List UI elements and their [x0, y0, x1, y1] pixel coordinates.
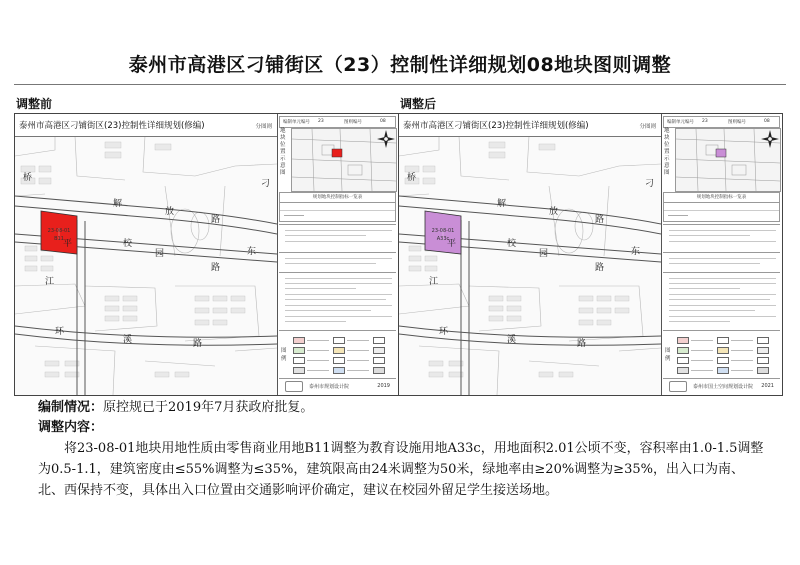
- road-label: 东: [631, 247, 641, 257]
- unit-no: 23: [702, 119, 708, 124]
- description-block: [38, 398, 778, 501]
- indicator-table-caption: 规划地块控制指标一览表: [696, 195, 747, 200]
- org-name: 泰州市国土空间规划设计院: [693, 384, 754, 390]
- info-header: [663, 116, 780, 128]
- sheet-label: 图则编号: [728, 120, 746, 125]
- road-label: 溪: [507, 335, 517, 345]
- unit-no: 23: [318, 119, 324, 124]
- panel-footer: [663, 378, 780, 393]
- north-arrow-icon: [377, 130, 395, 148]
- road-label: 路: [193, 339, 203, 349]
- road-label: 东: [247, 247, 257, 257]
- road-label: 路: [211, 215, 221, 225]
- status-line: [38, 398, 778, 418]
- plot-code: A33c: [436, 236, 450, 242]
- map-title: 泰州市高港区刁铺街区(23)控制性详细规划(修编): [403, 121, 589, 131]
- road-label: 环: [55, 327, 65, 337]
- road-label: 路: [211, 263, 221, 273]
- indicator-table: [279, 192, 396, 222]
- map-title: 泰州市高港区刁铺街区(23)控制性详细规划(修编): [19, 121, 205, 131]
- content-label: 调整内容：: [38, 420, 104, 435]
- road-label: 路: [595, 215, 605, 225]
- year: 2019: [377, 383, 390, 389]
- unit-label: 编制单元编号: [667, 120, 694, 125]
- unit-label: 编制单元编号: [283, 120, 310, 125]
- title-rule: [14, 84, 786, 85]
- sheet-no: 08: [764, 119, 770, 124]
- note-section-1: [663, 224, 780, 251]
- road-label: 解: [113, 199, 123, 209]
- map-header: [15, 114, 277, 137]
- panel-before: [14, 113, 399, 396]
- sheet-no: 08: [380, 119, 386, 124]
- org-logo-icon: [285, 381, 303, 392]
- info-panel: [661, 114, 782, 395]
- legend-title: 图例: [665, 348, 671, 362]
- road-label: 园: [155, 249, 165, 259]
- before-label: 调整前: [16, 97, 53, 111]
- road-label: 刁: [645, 179, 655, 189]
- map-drawing: [15, 136, 277, 395]
- road-label: 江: [429, 277, 439, 287]
- road-label: 桥: [23, 173, 33, 183]
- road-label: 路: [577, 339, 587, 349]
- sheet-label: 图则编号: [344, 120, 362, 125]
- note-section-2: [279, 252, 396, 271]
- road-label: 环: [439, 327, 449, 337]
- location-label: 地块位置示意图: [664, 128, 670, 176]
- panel-footer: [279, 378, 396, 393]
- year: 2021: [761, 383, 774, 389]
- road-label: 放: [549, 207, 559, 217]
- note-section-3: [663, 272, 780, 329]
- panel-after: [398, 113, 783, 396]
- zoning-map: [15, 114, 278, 395]
- legend: [279, 330, 396, 381]
- note-section-1: [279, 224, 396, 251]
- road-label: 校: [507, 239, 517, 249]
- legend-title: 图例: [281, 348, 287, 362]
- road-label: 路: [595, 263, 605, 273]
- org-logo-icon: [669, 381, 687, 392]
- north-arrow-icon: [761, 130, 779, 148]
- legend: [663, 330, 780, 381]
- road-label: 桥: [407, 173, 417, 183]
- indicator-table-caption: 规划地块控制指标一览表: [312, 195, 363, 200]
- after-label: 调整后: [400, 97, 437, 111]
- map-header: [399, 114, 661, 137]
- zoning-map: [399, 114, 662, 395]
- note-section-3: [279, 272, 396, 329]
- plot-code: B11: [54, 236, 64, 242]
- road-label: 放: [165, 207, 175, 217]
- road-label: 解: [497, 199, 507, 209]
- org-name: 泰州市规划设计院: [309, 384, 350, 390]
- road-label: 平: [63, 239, 73, 249]
- status-text: 原控规已于2019年7月获政府批复。: [103, 400, 314, 415]
- info-header: [279, 116, 396, 128]
- road-label: 校: [123, 239, 133, 249]
- road-label: 溪: [123, 335, 133, 345]
- status-label: 编制情况：: [38, 400, 104, 415]
- page-title: 泰州市高港区刁铺街区（23）控制性详细规划08地块图则调整: [128, 54, 672, 76]
- map-subtitle: 分图则: [639, 124, 656, 130]
- location-label: 地块位置示意图: [280, 128, 286, 176]
- road-label: 刁: [261, 179, 271, 189]
- content-text: 将23-08-01地块用地性质由零售商业用地B11调整为教育设施用地A33c，用地面积2.01公顷不变，容积率由1.0-1.5调整为0.5-1.1，建筑密度由≤55%调整为≤35%，建筑限高由24米调整为50米，绿地率由≥20%调整为≥35%，出入口为南、北、西保持不变，具体出入口位置由交通影响评价确定，建议在校园外留足学生接送场地。: [38, 441, 764, 498]
- road-label: 园: [539, 249, 549, 259]
- road-label: 平: [447, 239, 457, 249]
- map-drawing: [399, 136, 661, 395]
- road-label: 江: [45, 277, 55, 287]
- info-panel: [277, 114, 398, 395]
- map-subtitle: 分图则: [255, 124, 272, 130]
- indicator-table: [663, 192, 780, 222]
- plot-label: 23-08-01: [431, 228, 455, 234]
- plot-label: 23-08-01: [47, 228, 71, 234]
- note-section-2: [663, 252, 780, 271]
